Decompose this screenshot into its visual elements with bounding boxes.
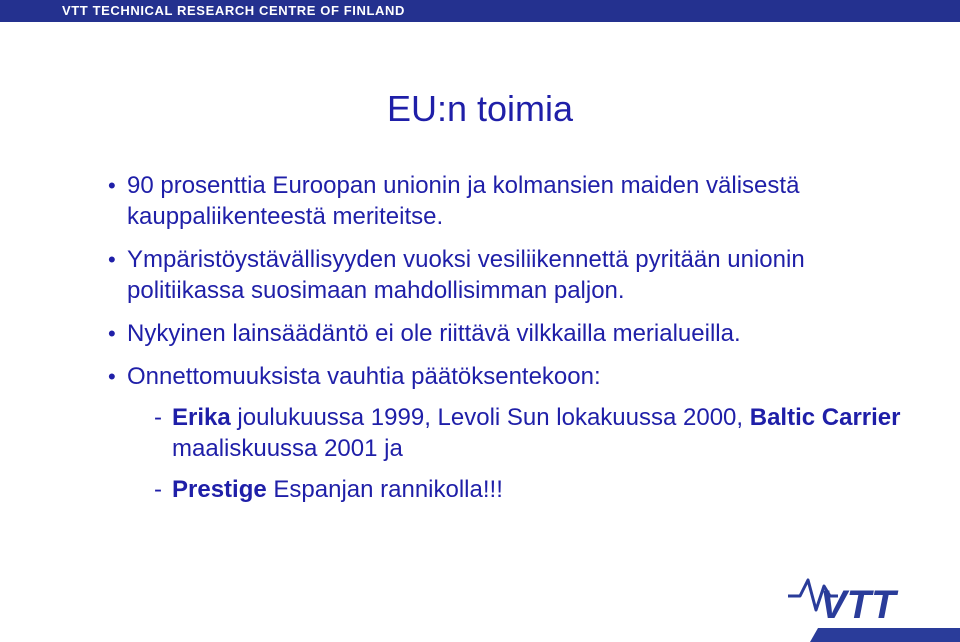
header-bar — [0, 0, 960, 22]
bullet-icon: • — [108, 321, 116, 346]
dash-marker: - — [154, 476, 162, 503]
ship-name: Prestige — [172, 476, 267, 503]
bullet-item — [100, 361, 920, 392]
accident-text: Espanjan rannikolla!!! — [266, 476, 503, 503]
accident-text: joulukuussa 1999, Levoli Sun lokakuussa 2000, — [230, 404, 750, 431]
accident-text: maaliskuussa 2001 ja — [172, 435, 403, 462]
bullet-icon: • — [108, 173, 116, 198]
bullet-icon: • — [108, 364, 116, 389]
dash-marker: - — [154, 404, 162, 431]
vtt-logo — [780, 570, 960, 642]
logo-text: VTT — [820, 583, 896, 627]
bullet-item — [100, 170, 920, 232]
accident-list — [100, 402, 920, 505]
ship-name: Baltic Carrier — [749, 404, 901, 431]
bullet-text: Onnettomuuksista vauhtia päätöksentekoon: — [127, 363, 601, 390]
bullet-icon: • — [108, 247, 116, 272]
slide-content — [100, 170, 920, 505]
bullet-text: Nykyinen lainsäädäntö ei ole riittävä vilkkailla merialueilla. — [127, 320, 741, 347]
bullet-text: 90 prosenttia Euroopan unionin ja kolmansien maiden välisestä kauppaliikenteestä meriteitse. — [127, 172, 800, 230]
bullet-item — [100, 318, 920, 349]
accident-item — [100, 474, 920, 505]
accident-item — [100, 402, 920, 464]
slide-title: EU:n toimia — [386, 88, 574, 129]
bullet-text: Ympäristöystävällisyyden vuoksi vesiliikennettä pyritään unionin politiikassa suosimaan mahdollisimman paljon. — [127, 246, 805, 304]
ship-name: Erika — [172, 404, 231, 431]
bullet-item — [100, 244, 920, 306]
header-title: VTT TECHNICAL RESEARCH CENTRE OF FINLAND — [62, 3, 405, 18]
